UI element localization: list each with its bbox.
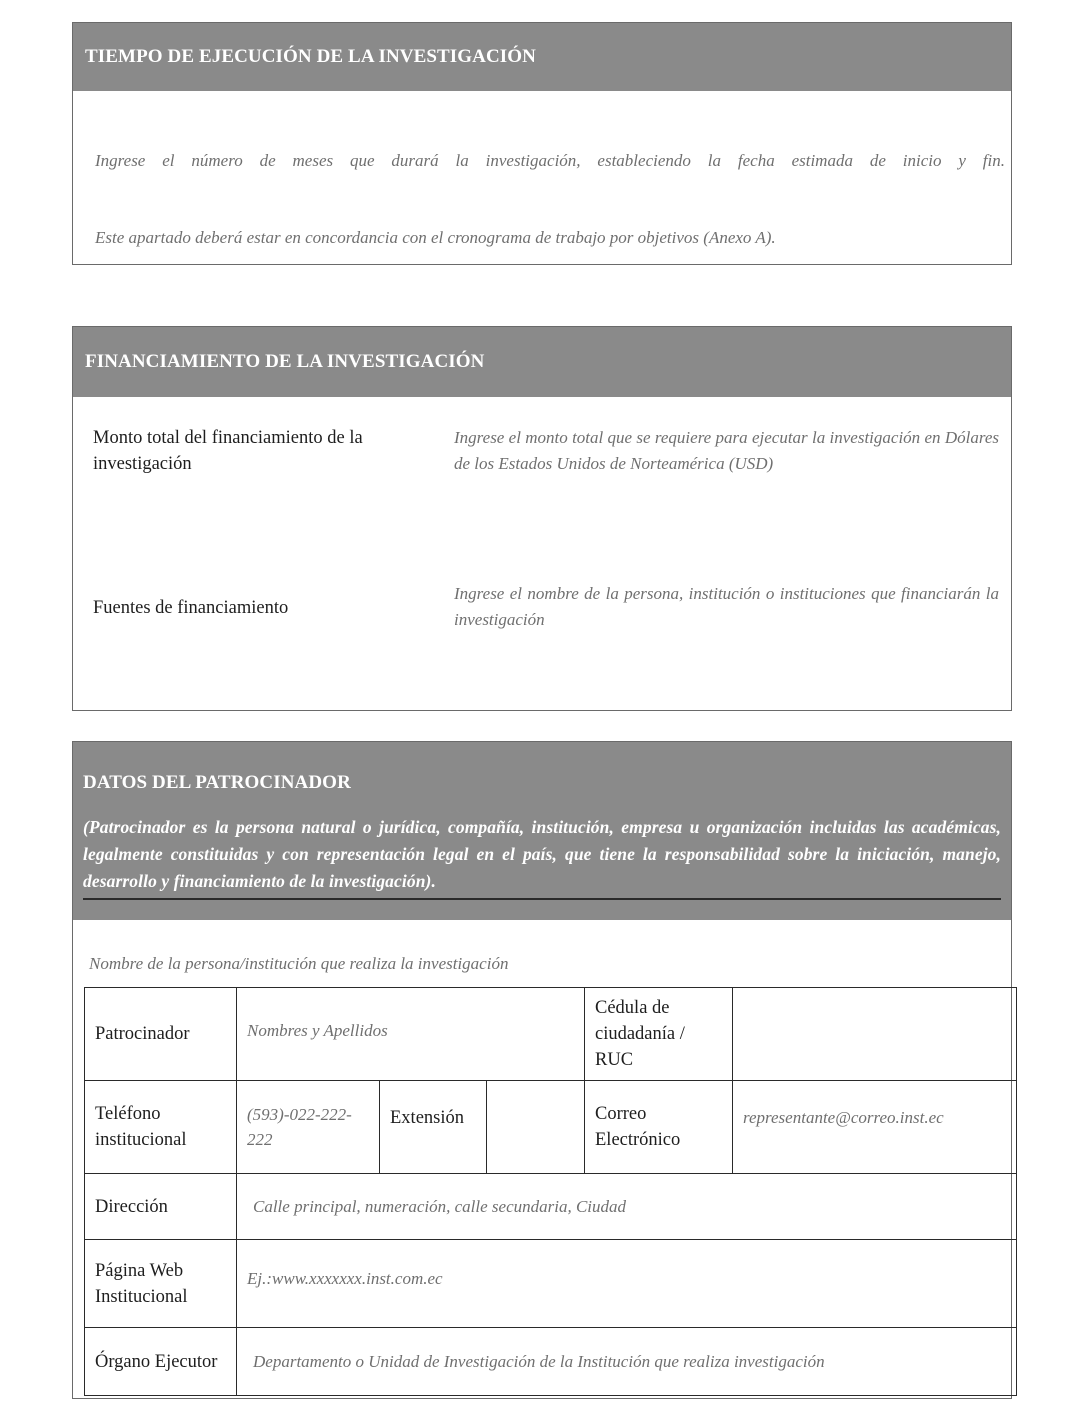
fuentes-financiamiento-field[interactable]: Ingrese el nombre de la persona, institución o instituciones que financiarán la investigación — [454, 584, 999, 629]
correo-value-field[interactable]: representante@correo.inst.ec — [733, 1081, 1017, 1174]
patrocinador-section-title: DATOS DEL PATROCINADOR — [83, 772, 351, 793]
cedula-label: Cédula de ciudadanía / RUC — [585, 988, 733, 1081]
patrocinador-label: Patrocinador — [85, 988, 237, 1081]
patrocinador-section-header — [73, 742, 1011, 920]
table-row — [85, 1328, 1017, 1396]
table-row — [85, 1174, 1017, 1240]
financiamiento-section — [72, 326, 1012, 711]
extension-value-field[interactable] — [487, 1081, 585, 1174]
financiamiento-section-title: FINANCIAMIENTO DE LA INVESTIGACIÓN — [73, 327, 1011, 397]
monto-total-label: Monto total del financiamiento de la investigación — [93, 428, 363, 474]
direccion-label: Dirección — [85, 1174, 237, 1240]
table-row — [85, 1240, 1017, 1328]
web-label: Página Web Institucional — [85, 1240, 237, 1328]
cedula-value-field[interactable] — [733, 988, 1017, 1081]
organo-value-field[interactable]: Departamento o Unidad de Investigación de la Institución que realiza investigación — [237, 1328, 1017, 1396]
tiempo-hint-duration[interactable]: Ingrese el número de meses que durará la investigación, estableciendo la fecha estimada de inicio y fin. — [95, 151, 1005, 170]
direccion-value-field[interactable]: Calle principal, numeración, calle secundaria, Ciudad — [237, 1174, 1017, 1240]
table-row — [85, 1081, 1017, 1174]
monto-total-field[interactable]: Ingrese el monto total que se requiere para ejecutar la investigación en Dólares de los Estados Unidos de Norteamérica (USD) — [454, 428, 999, 473]
patrocinador-table — [84, 987, 1017, 1396]
patrocinador-value-field[interactable]: Nombres y Apellidos — [237, 988, 585, 1081]
patrocinador-description: (Patrocinador es la persona natural o jurídica, compañía, institución, empresa u organización incluidas las académicas, legalmente constituidas y con representación legal en el país, que tiene la responsabilidad sobre la iniciación, manejo, desarrollo y financiamiento de la investigación). — [83, 814, 1001, 900]
web-value-field[interactable]: Ej.:www.xxxxxxx.inst.com.ec — [237, 1240, 1017, 1328]
tiempo-section — [72, 22, 1012, 265]
tiempo-hint-cronograma: Este apartado deberá estar en concordancia con el cronograma de trabajo por objetivos (Anexo A). — [95, 228, 776, 247]
tiempo-section-title: TIEMPO DE EJECUCIÓN DE LA INVESTIGACIÓN — [73, 23, 1011, 91]
correo-label: Correo Electrónico — [585, 1081, 733, 1174]
organo-label: Órgano Ejecutor — [85, 1328, 237, 1396]
table-row — [85, 988, 1017, 1081]
patrocinador-section — [72, 741, 1012, 1399]
fuentes-financiamiento-label: Fuentes de financiamiento — [93, 598, 289, 618]
patrocinador-name-field[interactable]: Nombre de la persona/institución que realiza la investigación — [89, 954, 509, 973]
extension-label: Extensión — [380, 1081, 487, 1174]
telefono-label: Teléfono institucional — [85, 1081, 237, 1174]
telefono-value-field[interactable]: (593)-022-222-222 — [237, 1081, 380, 1174]
